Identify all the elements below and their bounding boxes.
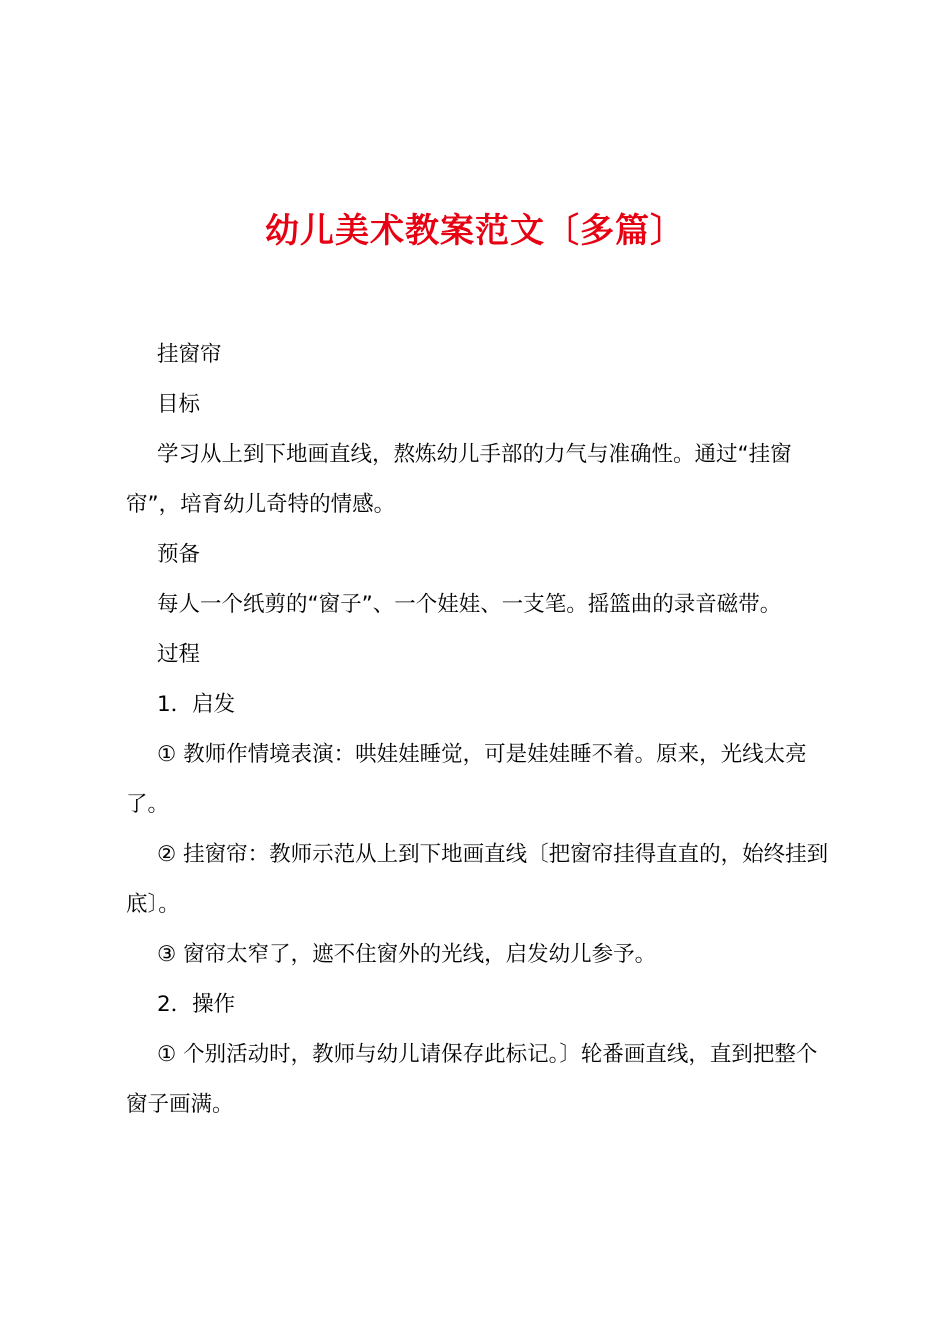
step-item-3: ③ 窗帘太窄了，遮不住窗外的光线，启发幼儿参予。	[157, 942, 657, 967]
section-heading-preparation: 预备	[157, 542, 201, 567]
step-item-2: ② 挂窗帘：教师示范从上到下地画直线〔把窗帘挂得直直的，始终挂到底〕。	[126, 842, 829, 917]
section-heading-goal: 目标	[157, 392, 201, 417]
goal-paragraph: 学习从上到下地画直线，熬炼幼儿手部的力气与准确性。通过“挂窗帘”，培育幼儿奇特的情感。	[126, 442, 792, 517]
operate-item-1: ① 个别活动时，教师与幼儿请保存此标记。〕轮番画直线，直到把整个窗子画满。	[126, 1042, 818, 1117]
step-item-1: ① 教师作情境表演：哄娃娃睡觉，可是娃娃睡不着。原来，光线太亮了。	[126, 742, 807, 817]
section-heading-process: 过程	[157, 642, 201, 667]
step-heading-operate: 2．操作	[157, 992, 236, 1017]
document-title: 幼儿美术教案范文〔多篇〕	[265, 211, 685, 251]
document-body	[126, 330, 832, 1130]
step-heading-inspire: 1．启发	[157, 692, 236, 717]
preparation-paragraph: 每人一个纸剪的“窗子”、一个娃娃、一支笔。摇篮曲的录音磁带。	[157, 592, 782, 617]
section-heading-hang-curtain: 挂窗帘	[157, 342, 222, 367]
